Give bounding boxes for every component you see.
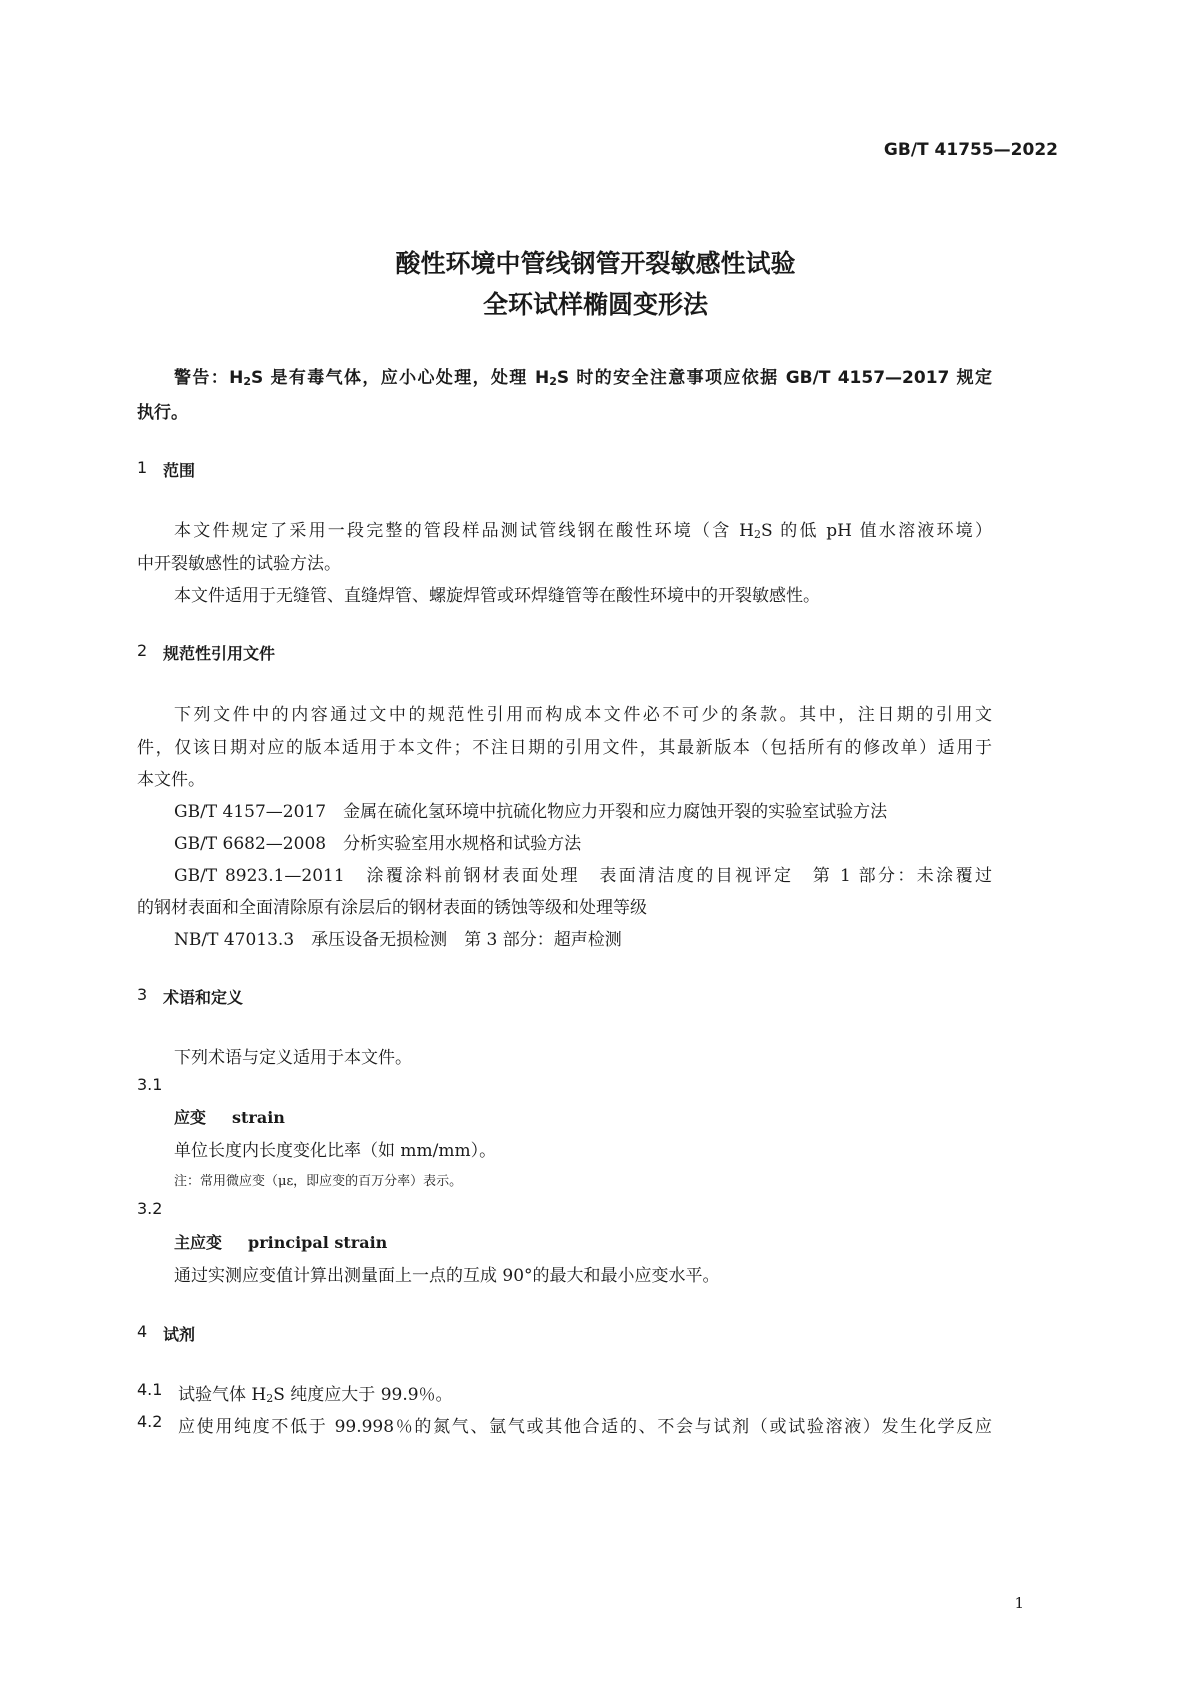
item-4-2-number: 4.2 xyxy=(137,1412,163,1431)
term-3-2-number: 3.2 xyxy=(137,1199,163,1218)
item-4-1-number: 4.1 xyxy=(137,1380,163,1399)
reference-gbt-4157: GB/T 4157—2017 金属在硫化氢环境中抗硫化物应力开裂和应力腐蚀开裂的实验室试验方法 xyxy=(174,802,888,822)
section-1-para1-line2: 中开裂敏感性的试验方法。 xyxy=(137,554,341,574)
item-4-2-text: 应使用纯度不低于 99.998％的氮气、氩气或其他合适的、不会与试剂（或试验溶液）发生化学反应 xyxy=(178,1417,992,1437)
item-4-1-text: 试验气体 $H_2S$ 纯度应大于 99.9％。 xyxy=(178,1385,453,1405)
term-principal-strain-definition: 通过实测应变值计算出测量面上一点的互成 90°的最大和最小应变水平。 xyxy=(174,1266,720,1286)
section-1-para2: 本文件适用于无缝管、直缝焊管、螺旋焊管或环焊缝管等在酸性环境中的开裂敏感性。 xyxy=(174,586,820,606)
standard-number: GB/T 41755—2022 xyxy=(883,140,1058,160)
document-title-line1: 酸性环境中管线钢管开裂敏感性试验 xyxy=(395,249,796,278)
section-2-intro-line1: 下列文件中的内容通过文中的规范性引用而构成本文件必不可少的条款。其中，注日期的引用文 xyxy=(174,705,992,725)
section-2-number: 2 xyxy=(137,641,148,660)
section-4-title: 试剂 xyxy=(163,1325,196,1344)
section-2-intro-line2: 件，仅该日期对应的版本适用于本文件；不注日期的引用文件，其最新版本（包括所有的修改单）适用于 xyxy=(137,738,992,758)
reference-gbt-6682: GB/T 6682—2008 分析实验室用水规格和试验方法 xyxy=(174,834,582,854)
term-principal-strain-heading: 主应变 principal strain xyxy=(174,1233,388,1252)
section-3-title: 术语和定义 xyxy=(163,988,244,1007)
page-number: 1 xyxy=(1014,1594,1024,1612)
term-strain-definition: 单位长度内长度变化比率（如 mm/mm）。 xyxy=(174,1141,497,1161)
document-title-line2: 全环试样椭圆变形法 xyxy=(482,290,708,319)
section-1-title: 范围 xyxy=(163,461,196,480)
reference-gbt-8923-line2: 的钢材表面和全面清除原有涂层后的钢材表面的锈蚀等级和处理等级 xyxy=(137,898,647,918)
section-4-number: 4 xyxy=(137,1322,148,1341)
section-3-intro: 下列术语与定义适用于本文件。 xyxy=(174,1048,412,1068)
reference-gbt-8923-line1: GB/T 8923.1—2011 涂覆涂料前钢材表面处理 表面清洁度的目视评定 第 1 部分：未涂覆过 xyxy=(174,866,992,886)
term-strain-heading: 应变 strain xyxy=(174,1108,285,1127)
section-1-para1-line1: 本文件规定了采用一段完整的管段样品测试管线钢在酸性环境（含 $H_2S$ 的低 pH 值水溶液环境） xyxy=(174,521,992,541)
warning-line2: 执行。 xyxy=(137,403,188,423)
reference-nbt-47013: NB/T 47013.3 承压设备无损检测 第 3 部分：超声检测 xyxy=(174,930,622,950)
term-strain-note: 注：常用微应变（με，即应变的百万分率）表示。 xyxy=(174,1174,463,1189)
section-3-number: 3 xyxy=(137,985,148,1004)
section-1-number: 1 xyxy=(137,458,148,477)
term-3-1-number: 3.1 xyxy=(137,1075,163,1094)
section-2-intro-line3: 本文件。 xyxy=(137,770,205,790)
warning-line1: 警告：$H_2S$ 是有毒气体，应小心处理，处理 $H_2S$ 时的安全注意事项应依据 GB/T 4157—2017 规定 xyxy=(174,368,993,388)
section-2-title: 规范性引用文件 xyxy=(163,644,276,663)
